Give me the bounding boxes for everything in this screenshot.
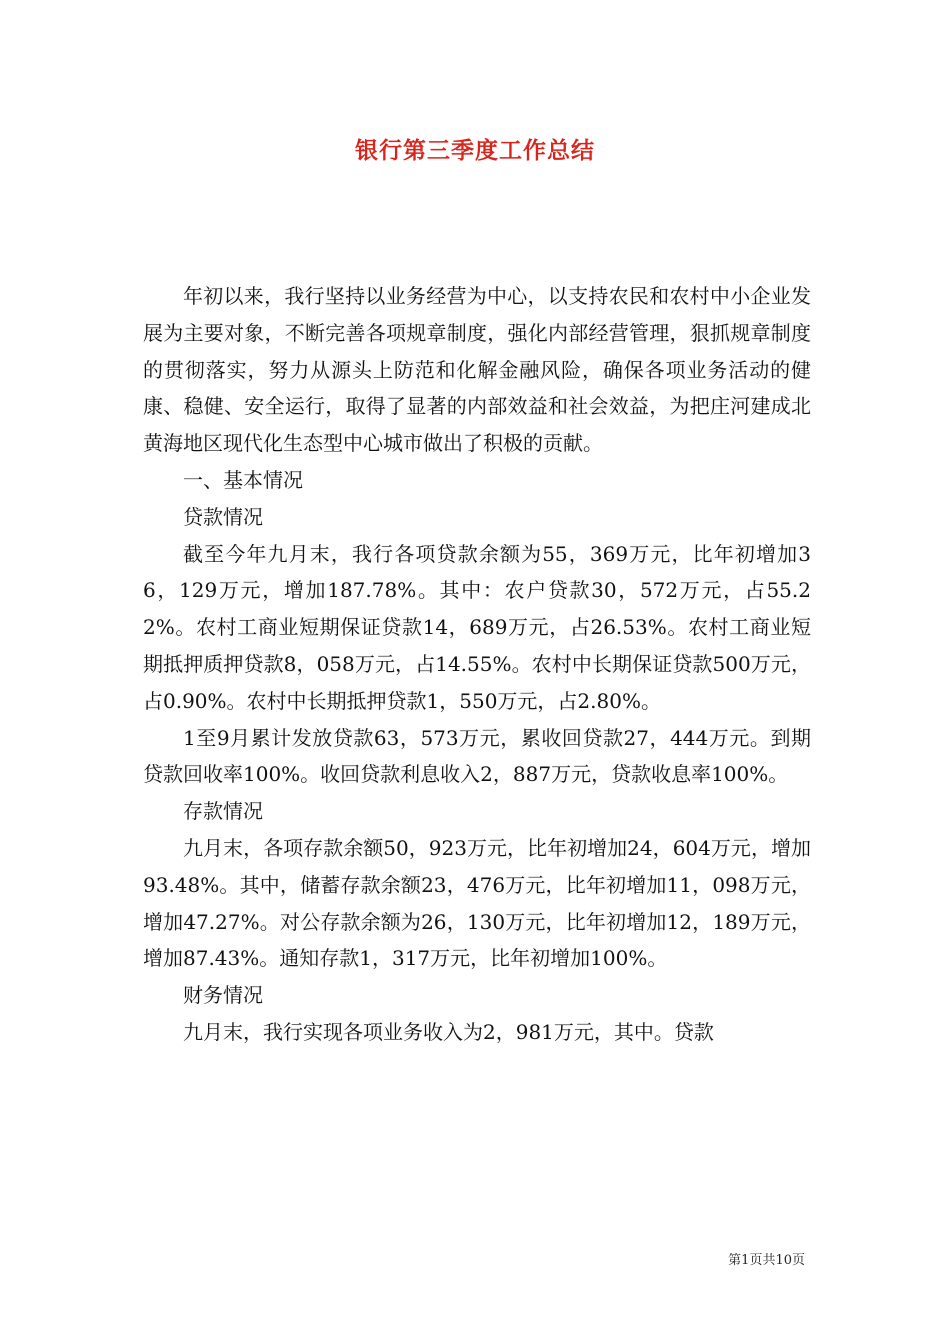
paragraph-loans-balance: 截至今年九月末，我行各项贷款余额为55，369万元，比年初增加36，129万元，增加187.78%。其中：农户贷款30，572万元，占55.22%。农村工商业短期保证贷款14，689万元，占26.53%。农村工商业短期抵押质押贷款8，058万元，占14.55%。农村中长期保证贷款500万元，占0.90%。农村中长期抵押贷款1，550万元，占2.80%。	[143, 541, 811, 713]
paragraph-loans-issued: 1至9月累计发放贷款63，573万元，累收回贷款27，444万元。到期贷款回收率100%。收回贷款利息收入2，887万元，贷款收息率100%。	[143, 725, 811, 787]
subheading-loans: 贷款情况	[183, 504, 263, 529]
document-title: 银行第三季度工作总结	[355, 137, 595, 164]
page-number: 第1页共10页	[728, 1253, 805, 1268]
paragraph-intro: 年初以来，我行坚持以业务经营为中心，以支持农民和农村中小企业发展为主要对象，不断完善各项规章制度，强化内部经营管理，狠抓规章制度的贯彻落实，努力从源头上防范和化解金融风险，确保各项业务活动的健康、稳健、安全运行，取得了显著的内部效益和社会效益，为把庄河建成北黄海地区现代化生态型中心城市做出了积极的贡献。	[143, 284, 811, 456]
subheading-finance: 财务情况	[183, 983, 263, 1008]
paragraph-finance: 九月末，我行实现各项业务收入为2，981万元，其中。贷款	[183, 1019, 714, 1044]
document-body	[143, 278, 811, 1051]
subheading-deposits: 存款情况	[183, 799, 263, 824]
section-heading-basic: 一、基本情况	[183, 467, 303, 492]
paragraph-deposits: 九月末，各项存款余额50，923万元，比年初增加24，604万元，增加93.48%。其中，储蓄存款余额23，476万元，比年初增加11，098万元，增加47.27%。对公存款余额为26，130万元，比年初增加12，189万元，增加87.43%。通知存款1，317万元，比年初增加100%。	[143, 835, 811, 971]
